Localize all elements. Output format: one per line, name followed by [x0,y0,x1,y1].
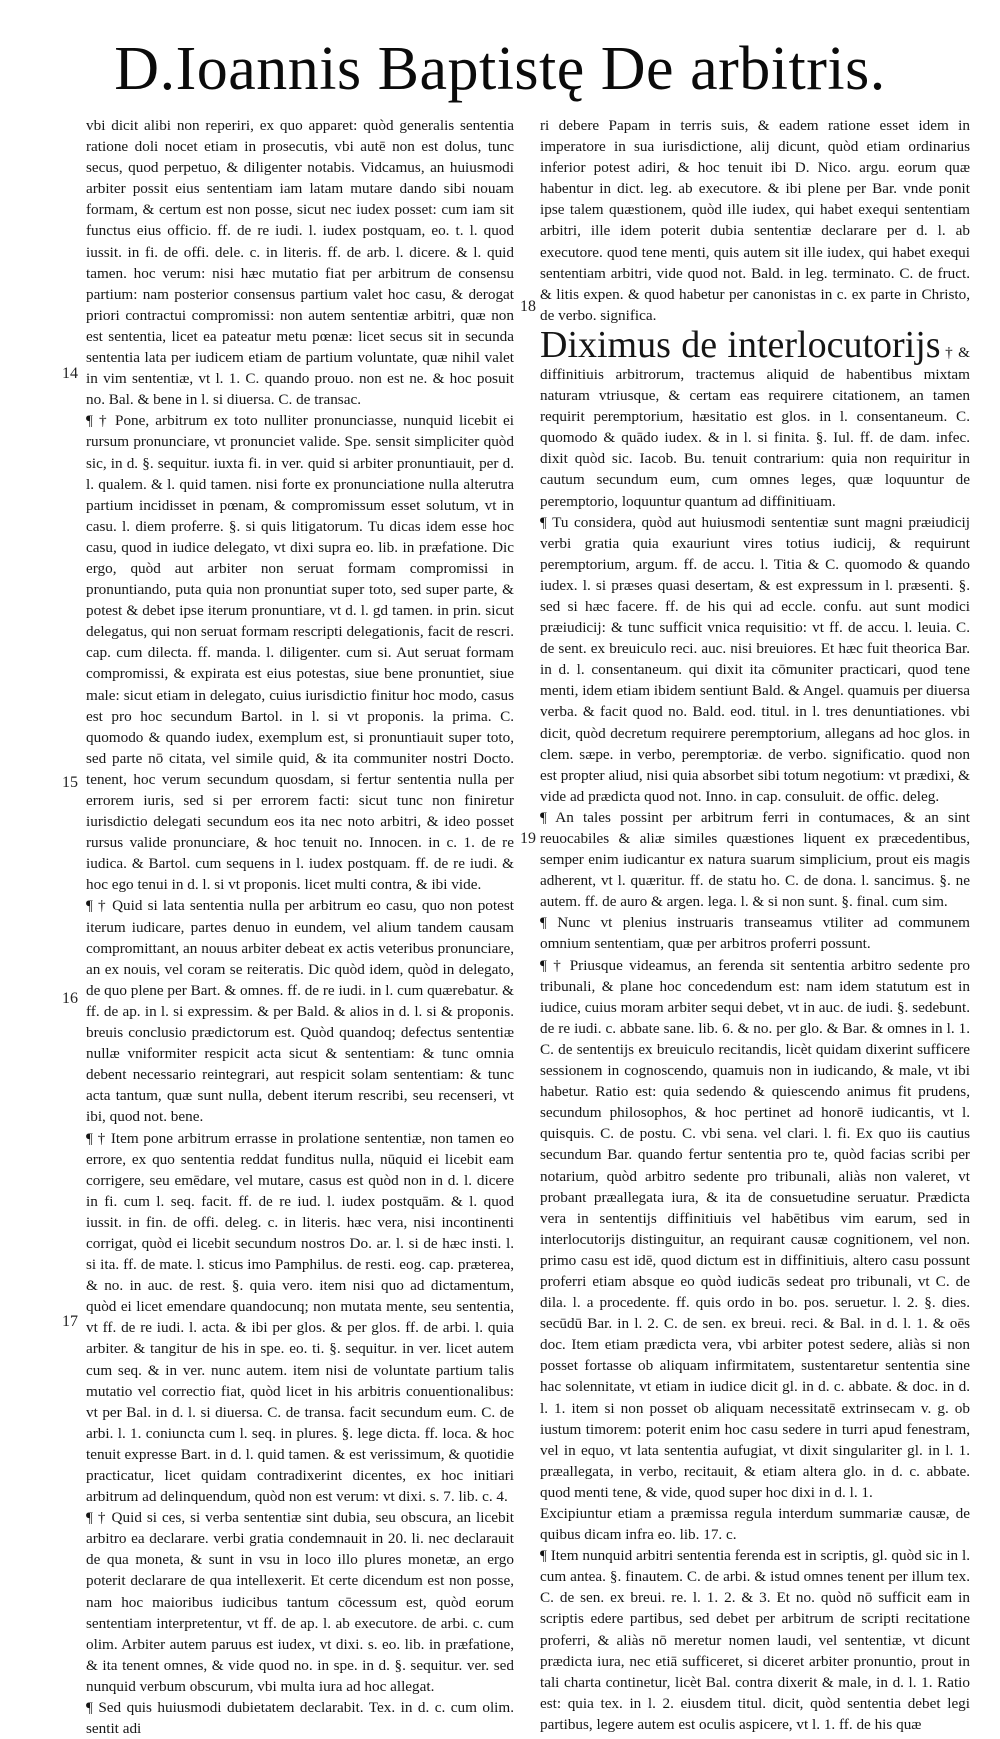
left-paragraph-4: ¶ † Item pone arbitrum errasse in prolatione sententiæ, non tamen eo errore, ex quo sententia reddat funditus nulla, nūquid ei licebit eam corrigere, seu emēdare, vel mutare, casus est quòd non in d. l. dicere in fi. cum l. seq. facit. ff. de re iud. l. iudex postquām. & l. quod iussit. in fin. de offi. deleg. c. in literis. hæc vera, nisi incontinenti corrigat, quòd ei licebit secundum nostros Do. ar. l. si de hæc insti. l. si ita. ff. de mate. l. sticus imo Pamphilus. de resti. eog. cap. præterea, & no. in auc. de rest. §. quia vero. item nisi quo ad dictamentum, quòd ei licet emendare quandocunq; non mutata mente, seu sententia, vt ff. de re iudi. l. acta. & ibi per glos. & per glos. ff. de arbi. l. quia arbiter. & tangitur de his in spe. eo. ti. §. sequitur. in ver. licet autem cum seq. & in ver. nunc autem. item nisi de voluntate partium talis mutatio vel correctio fiat, quòd licet in his arbitris conuentionalibus: vt per Bal. in d. l. si diuersa. C. de transa. facit secundum eum. C. de arbi. l. 1. coniuncta cum l. seq. in plures. §. lege dicta. ff. loca. & hoc tenuit expresse Bart. in d. l. quid tamen. & est verissimum, & quotidie practicatur, licet quidam contradixerint dicentes, ex hoc initiari arbitrum ad delinquendum, quòd non est verum: vt dixi. s. 7. lib. c. 4. [86,1129,514,1506]
left-paragraph-5: ¶ † Quid si ces, si verba sententiæ sint dubia, seu obscura, an licebit arbitro ea declarare. verbi gratia condemnauit in 20. li. nec declarauit de qua moneta, & sunt in vsu in loco illo plures monetæ, an ergo poterit declarare de qua intellexerit. Et certe dicendum est non posse, nam hoc maioribus iudicibus tantum cōcessum est, quòd eorum sententiam interpretentur, vt ff. de ap. l. ab executore. de arbi. c. cum olim. Arbiter autem paruus est iudex, vt dixi. s. eo. lib. in præfatione, & ita tenent omnes, & vide quod no. in spe. in d. §. sequitur. ver. sed nunquid verbum obscurum, vbi multa iura ad hoc allegat. [86,1509,514,1695]
margin-number-19: 19 [520,830,536,847]
right-paragraph-3: ¶ Tu considera, quòd aut huiusmodi sententiæ sunt magni præiudicij verbi gratia quia exauriunt vires totius iudicij, & requirunt peremptorium, argum. ff. de accu. l. Titia & C. quomodo & quando iudex. l. si præses quasi desertam, & est expressum in l. præsenti. §. sed si hæc facere. ff. de his qui ad eccle. confu. aut sunt modici præiudicij: & tunc sufficit vnica requisitio: vt ff. de accu. l. leuia. C. de sent. ex breuiculo reci. auc. nisi breuiores. Et hæc fuit theorica Bar. in d. l. consentaneum. qui dixit ita cōmuniter practicari, quod tene menti, idem etiam ibidem sentiunt Bald. & Angel. quamuis per diuersa verba. & facit quod no. Bald. eod. titul. in l. tres denuntiationes. vbi dicit, quòd decretum requirere peremptorium, allegans ad hoc glos. in clem. sæpe. in verbo, peremptoriæ. de verbo. significatio. quod non est propter aliud, nisi quia absorbet sibi totum negotium: vt prædixi, & vide ad prædicta quod not. Inno. in cap. consuluit. de offic. deleg. [540,513,970,805]
left-paragraph-3: ¶ † Quid si lata sententia nulla per arbitrum eo casu, quo non potest iterum iudicare, partes denuo in eundem, vel alium tandem causam compromittant, an nouus arbiter debeat ex actis veteribus pronunciare, an ex nouis, vel coram se reiteratis. Dic quòd idem, quòd in delegato, de quo plene per Bart. & omnes. ff. de re iudi. in l. cum quærebatur. & ff. de ap. in l. si expressim. & per Bald. & alios in d. l. si & proponis. breuis conclusio prædictorum est. Quòd quandoq; defectus sententiæ nullæ vniformiter respicit acta sicut & sententiam: & tunc omnia debent necessario reintegrari, aut respicit solam sententiam: & tunc acta tantum, quæ sunt nulla, debent iterum rescribi, seu recenseri, vt ibi, quod not. bene. [86,897,514,1126]
margin-number-14: 14 [62,365,78,382]
left-paragraph-1: vbi dicit alibi non reperiri, ex quo apparet: quòd generalis sententia ratione doli nocet etiam in prosecutis, vbi autē non est dolus, tunc secus, quod perpetuo, & diligenter notabis. Vidcamus, an huiusmodi arbiter possit eius sententiam iam latam mutare dando sibi nouam formam, & certum est non posse, sicut nec iudex posset: cum iam sit functus eius officio. ff. de re iudi. l. iudex postquam, eo. t. l. quod iussit. in fi. de offi. dele. c. in literis. ff. de arb. l. dicere. & l. quid tamen. hoc verum: nisi hæc mutatio fiat per arbitrum de consensu partium: nam posterior consensus partium valet hoc casu, & derogat priori contractui compromissi: non autem sententiæ arbitri, quæ non est sententia, licet ea pateatur metu pœnæ: licet secus sit in secunda sententia lata per iudicem etiam de partium voluntate, quæ nihil valet in vim sententiæ, vt l. 1. C. quando prouo. non est ne. & hoc posuit no. Bal. & bene in l. si diuersa. C. de transac. [86,117,514,409]
right-paragraph-1: ri debere Papam in terris suis, & eadem ratione esset idem in imperatore in sua iurisdictione, alij dicunt, quòd etiam ordinarius inferior potest adiri, & hoc tenuit ibi D. Nico. argu. eorum quæ habentur in dict. leg. ab executore. & ibi plene per Bar. vnde ponit ipse talem quæstionem, quòd ille iudex, qui habet exequi sententiam arbitri, ille idem poterit dubia sententiæ declarare per d. l. ab executore. quod tene menti, quis autem sit ille iudex, qui habet exequi sententiam arbitri, vide quod not. Bald. in leg. terminato. C. de fruct. & litis expen. & quod habetur per canonistas in c. ex parte in Christo, de verbo. significa. [540,117,970,324]
right-paragraph-2 [540,323,970,512]
left-column [86,115,514,1738]
left-paragraph-2: ¶ † Pone, arbitrum ex toto nulliter pronunciasse, nunquid licebit ei rursum pronunciare, vt pronunciet valide. Spe. sensit simpliciter quòd sic, in d. §. sequitur. iuxta fi. in ver. quid si arbiter pronuntiauit, per d. l. qualem. & l. quid tamen. nisi forte ex pronunciatione nulla alterutra partium incidisset in pœnam, & compromissum esset solutum, vt in casu. l. diem proferre. §. si quis litigatorum. Tu dicas idem esse hoc casu, quod in iudice delegato, vt dixi supra eo. lib. in præfatione. Dic ergo, quòd aut arbiter non seruat formam compromissi in pronuntiando, puta quia non pronuntiat super toto, sed super parte, & potest & debet ipse iterum pronuntiare, vt d. l. gd tamen. in prin. sicut delegatus, qui non seruat formam rescripti delegationis, facit de rescri. cap. cum dilecta. ff. manda. l. diligenter. cum si. Aut seruat formam compromissi, & expirata est eius potestas, siue bene pronuntiet, siue male: sicut etiam in delegato, cuius iurisdictio finitur hoc modo, casus est pro hoc secundum Bartol. in l. si vt proponis. la prima. C. quomodo & quando iudex, exemplum est, si pronuntiauit super toto, sed parte nō citata, vel simile quid, & ita communiter nostri Docto. tenent, hoc verum secundum quosdam, si fertur sententia nulla per errorem iuris, sed si per errorem facti: sicut tunc non finiretur iurisdictio delegati secundum eos ita nec noto arbitri, & ideo posset rursus valide pronunciare, & hoc tenuit no. Innocen. in c. 1. de re iudica. & Bartol. cum sequens in l. iudex postquam. ff. de re iudi. & hoc ego tenui in d. l. si vt proponis. licet multi contra, & ibi vide. [86,412,514,894]
margin-number-18: 18 [520,298,536,315]
margin-number-15: 15 [62,774,78,791]
left-paragraph-6: ¶ Sed quis huiusmodi dubietatem declarabit. Tex. in d. c. cum olim. sentit adi [86,1699,514,1738]
running-title: D.Ioannis Baptistę De arbitris. [114,35,886,103]
right-paragraph-8: ¶ Item nunquid arbitri sententia ferenda est in scriptis, gl. quòd sic in l. cum antea. §. finautem. C. de arbi. & istud omnes tenent per illum tex. C. de sen. ex breui. re. l. 1. 2. & 3. Et no. quòd nō sufficit eam in scriptis edere partibus, sed debet per arbitrum de scripti recitatione proferri, & aliàs nō meretur nomen laudi, vel sententiæ, vt dicunt prædicta iura, nec etiā sufficeret, si diceret arbiter pronuntio, prout in tali charta continetur, licèt Bal. contra dixerit & male, in d. l. 1. Ratio est: quia tex. in l. 2. eiusdem titul. dicit, quòd sententia debet legi partibus, legere autem est oculis aspicere, vt l. 1. ff. de his quæ [540,1547,970,1733]
right-paragraph-7: Excipiuntur etiam a præmissa regula interdum summariæ causæ, de quibus dicam infra eo. lib. 17. c. [540,1505,970,1544]
margin-number-16: 16 [62,990,78,1007]
rubric-continuation: † & diffinitiuis arbitrorum, tractemus aliquid de habentibus mixtam naturam vtriusque, & certam eas requirere citationem, an tamen requirit peremptorium, hæsitatio est glos. in l. consentaneum. C. quomodo & quādo iudex. & in l. si finita. §. Iul. ff. de dam. infec. dixit quòd sic. Iacob. Bu. tenuit contrarium: quia non requiritur in cautum secundum eum, cum omnes leges, quæ loquuntur de peremptorio, loquuntur quantum ad diffinitiuam. [540,343,970,510]
right-paragraph-5: ¶ Nunc vt plenius instruaris transeamus vtiliter ad communem omnium sententiam, quæ per arbitros proferri possunt. [540,914,970,953]
section-rubric: Diximus de interlocutorijs [540,323,941,366]
right-column [540,115,970,1733]
right-paragraph-4: ¶ An tales possint per arbitrum ferri in contumaces, & an sint reuocabiles & aliæ similes quæstiones liquent ex præcedentibus, semper enim iudicantur ex natura suarum simplicium, prout eis magis adherent, vt l. quæritur. ff. de statu ho. C. de dona. l. sancimus. §. ne autem. ff. de auro & argen. lega. l. & si non sunt. §. final. cum sim. [540,808,970,911]
margin-number-17: 17 [62,1313,78,1330]
right-paragraph-6: ¶ † Priusque videamus, an ferenda sit sententia arbitro sedente pro tribunali, & plane hoc concedendum est: nam idem statutum est in iudice, cuius moram arbiter sequi debet, vt in auc. de iudi. §. sedebunt. de re iudi. c. abbate sane. lib. 6. & no. per glo. & Bar. & omnes in l. 1. C. de sententijs ex breuiculo recitandis, licèt quidam dixerint sufficere sessionem in cognoscendo, quamuis non in iudicando, & male, vt ibi habetur. Ratio est: quia sedendo & quiescendo animus fit prudens, secundum philosophos, & hoc pertinet ad honorē iudicantis, vt l. quisquis. C. de postu. C. vbi sena. vel clari. l. fi. Ex quo iis cautius secundum Bar. quando fertur sententia pro te, quòd facias scribi per notarium, quòd arbitro sedente pro tribunali, aliàs non valeret, vt probant præallegata iura, & ita de consuetudine seruatur. Prædicta vera in sententijs diffinitiuis vel habētibus vim earum, sed in interlocutorijs distinguitur, an requirant causæ cognitionem, vel non. primo casu est idē, quod dictum est in diffinitiuis, altero casu possunt proferri etiam absque eo quòd iudicās sedeat pro tribunali, vt C. de dila. l. a procedente. ff. quis ordo in bo. pos. seruetur. l. 2. §. dies. secūdū Bar. in l. 2. C. de sen. ex breui. reci. & Bal. in d. l. 1. & oēs doc. Item etiam prædicta vera, vbi arbiter potest sedere, aliàs si non posset fortasse ob aliquam infirmitatem, sustentaretur sententia sine hac solennitate, vt etiam in iudice dicit gl. in d. c. abbate. & doc. in d. l. 1. item si non posset ob aliquam necessitatē extrinsecam v. g. ob iustum timorem: poterit enim hoc casu sedere in turri apud fenestram, vel in equo, vt lata sententia aufugiat, vt dixit singulariter gl. in l. 1. præallegata, in verbo, recitauit, & etiam altera glo. in d. c. abbate. quod menti tene, & vide, quod super hoc dixi in d. l. 1. [540,956,970,1501]
